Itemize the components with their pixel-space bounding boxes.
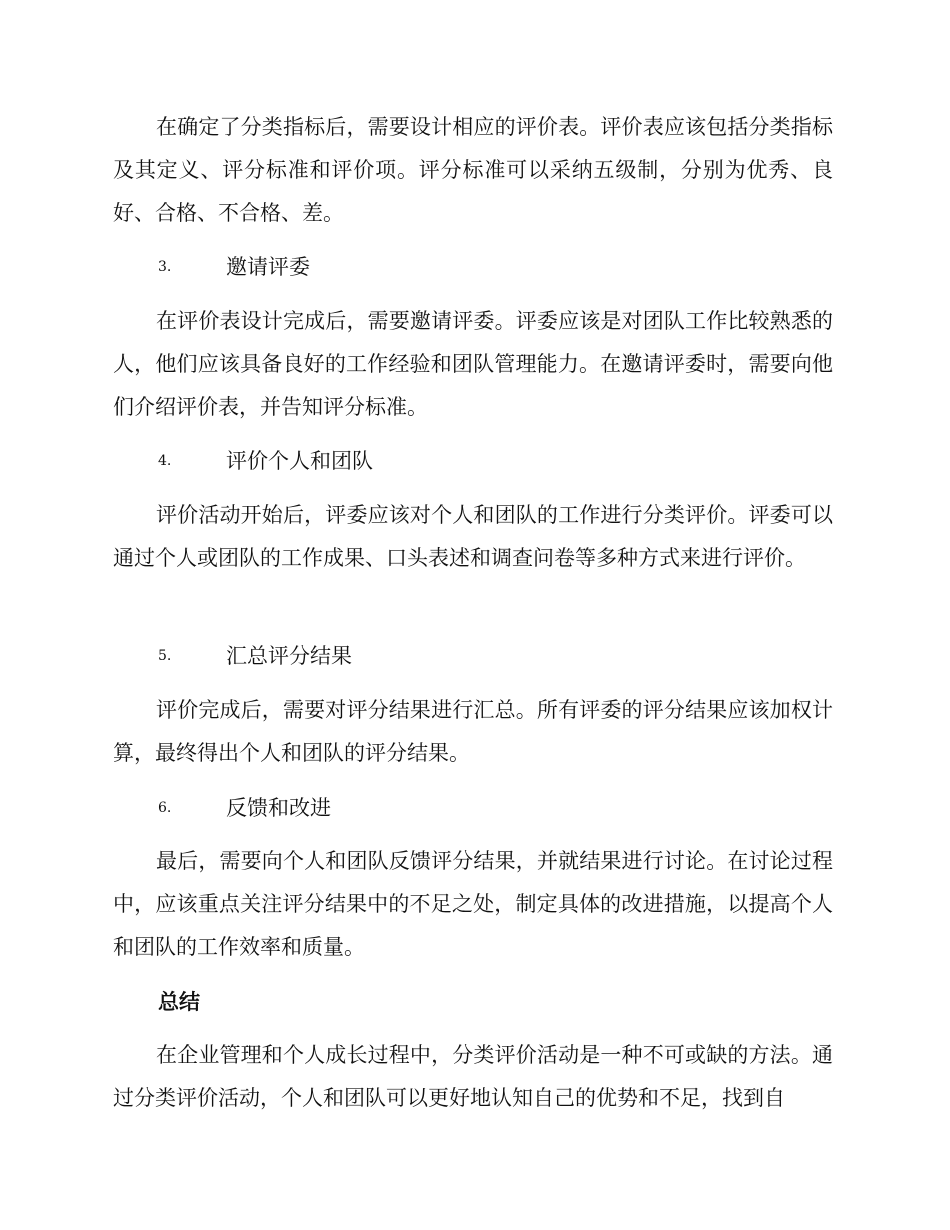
paragraph-feedback: 最后，需要向个人和团队反馈评分结果，并就结果进行讨论。在讨论过程中，应该重点关注评分结果中的不足之处，制定具体的改进措施，以提高个人和团队的工作效率和质量。 [113,849,833,959]
paragraph-evaluate: 评价活动开始后，评委应该对个人和团队的工作进行分类评价。评委可以通过个人或团队的工作成果、口头表述和调查问卷等多种方式来进行评价。 [113,503,833,570]
step-number: 5. [158,648,172,664]
paragraph-summarize-scores: 评价完成后，需要对评分结果进行汇总。所有评委的评分结果应该加权计算，最终得出个人和团队的评分结果。 [113,698,833,765]
step-number: 3. [158,259,172,275]
step-summarize-scores [158,641,352,671]
paragraph-summary: 在企业管理和个人成长过程中，分类评价活动是一种不可或缺的方法。通过分类评价活动，个人和团队可以更好地认知自己的优势和不足，找到自 [113,1043,833,1110]
step-number: 4. [158,453,172,469]
paragraph-invite-judges: 在评价表设计完成后，需要邀请评委。评委应该是对团队工作比较熟悉的人，他们应该具备良好的工作经验和团队管理能力。在邀请评委时，需要向他们介绍评价表，并告知评分标准。 [113,309,833,419]
summary-heading: 总结 [158,990,200,1014]
step-title: 评价个人和团队 [226,449,373,473]
step-title: 汇总评分结果 [226,644,352,668]
step-invite-judges [158,252,310,282]
step-feedback [158,793,331,823]
step-evaluate [158,446,373,476]
step-title: 邀请评委 [226,255,310,279]
step-number: 6. [158,800,172,816]
paragraph-evaluation-form: 在确定了分类指标后，需要设计相应的评价表。评价表应该包括分类指标及其定义、评分标准和评价项。评分标准可以采纳五级制，分别为优秀、良好、合格、不合格、差。 [113,115,833,225]
step-title: 反馈和改进 [226,796,331,820]
